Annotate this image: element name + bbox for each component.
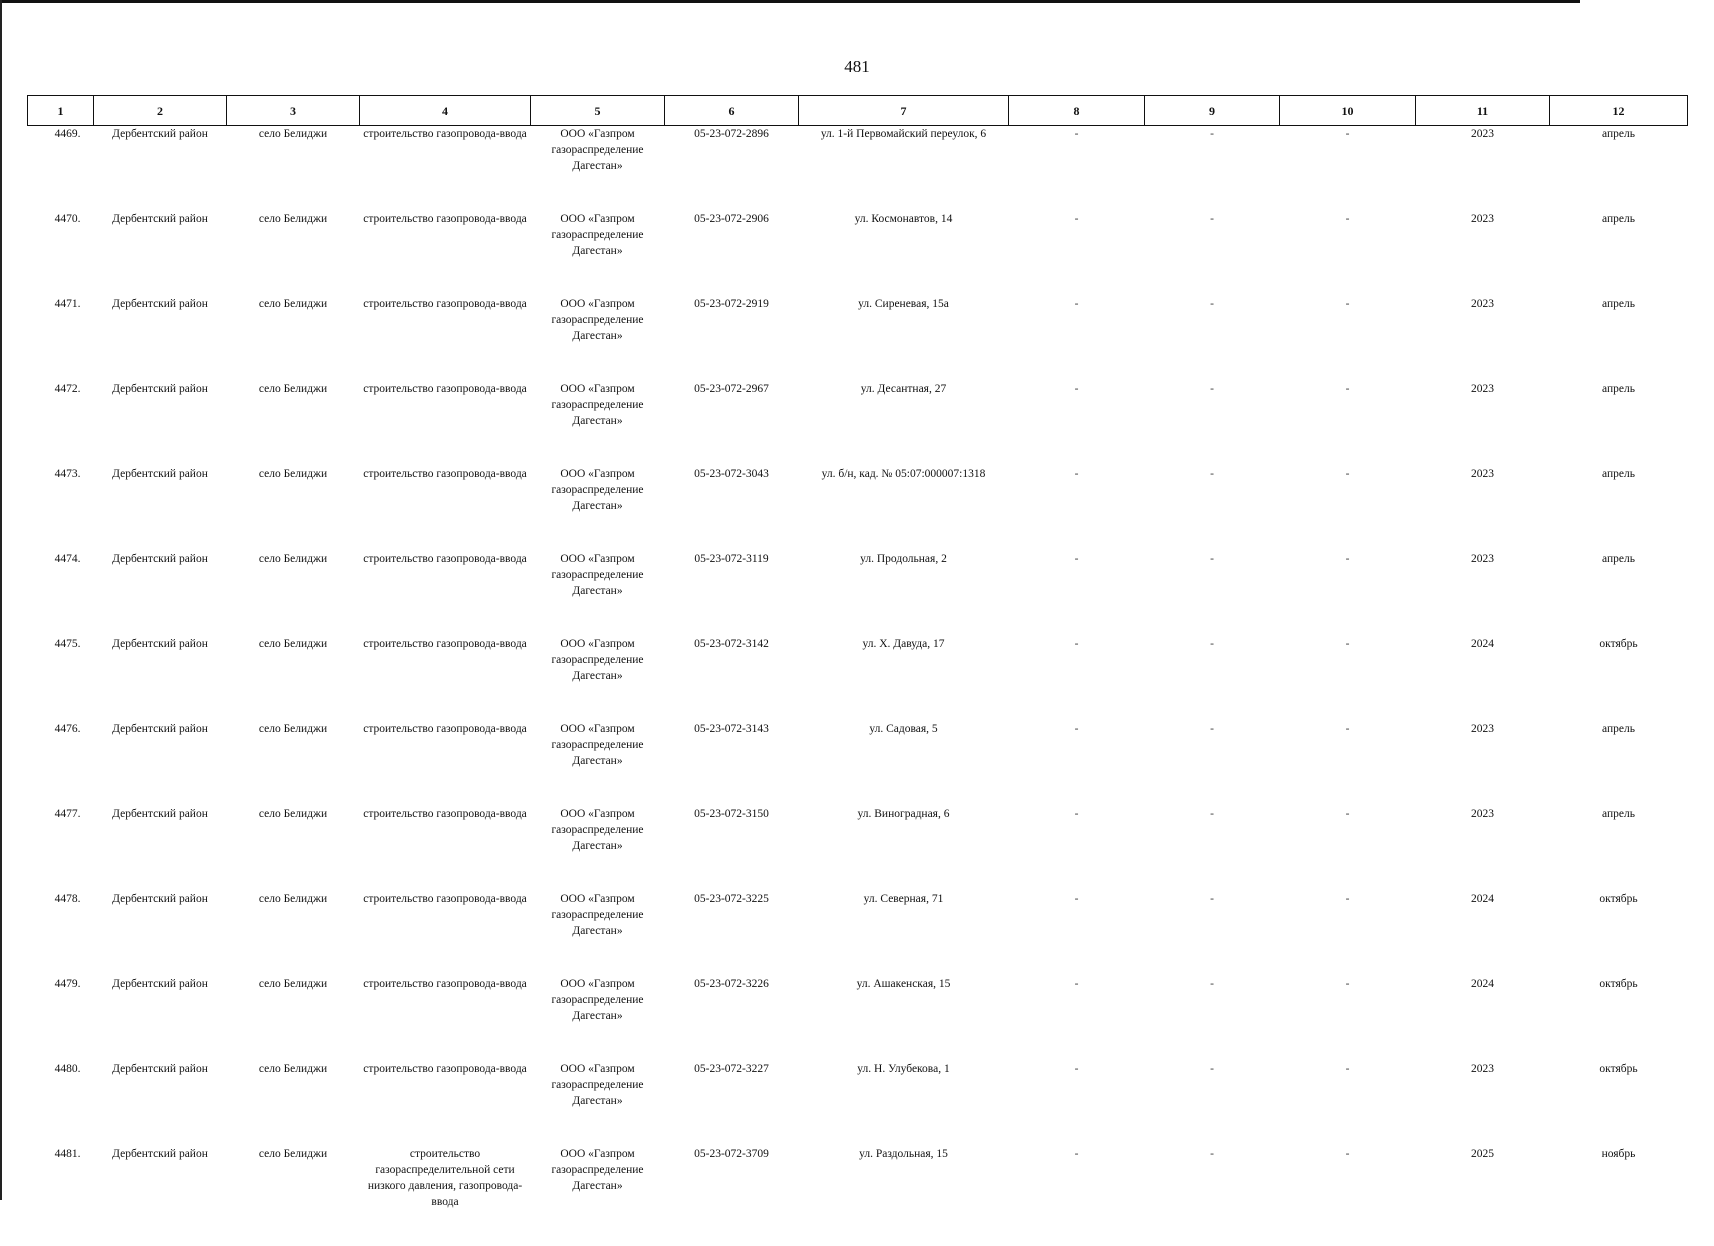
address-cell: ул. Северная, 71 [799,885,1009,970]
district-cell: Дербентский район [94,290,227,375]
column-9-cell: - [1145,126,1280,206]
left-border-line [0,0,2,1200]
address-cell: ул. Н. Улубекова, 1 [799,1055,1009,1140]
column-header: 5 [531,96,665,126]
column-10-cell: - [1280,885,1416,970]
column-9-cell: - [1145,800,1280,885]
column-8-cell: - [1009,630,1145,715]
month-cell: октябрь [1550,1055,1688,1140]
column-10-cell: - [1280,290,1416,375]
table-row [28,290,1688,375]
year-cell: 2024 [1416,970,1550,1055]
row-number: 4470. [28,205,94,290]
work-cell: строительство газопровода-ввода [360,715,531,800]
column-10-cell: - [1280,126,1416,206]
village-cell: село Белиджи [227,800,360,885]
year-cell: 2025 [1416,1140,1550,1246]
column-header: 7 [799,96,1009,126]
work-cell: строительство газопровода-ввода [360,545,531,630]
organization-cell: ООО «Газпром газораспределение Дагестан» [531,1055,665,1140]
address-cell: ул. Виноградная, 6 [799,800,1009,885]
column-8-cell: - [1009,126,1145,206]
table-row [28,885,1688,970]
column-10-cell: - [1280,630,1416,715]
column-10-cell: - [1280,375,1416,460]
code-cell: 05-23-072-3227 [665,1055,799,1140]
work-cell: строительство газопровода-ввода [360,970,531,1055]
village-cell: село Белиджи [227,545,360,630]
organization-cell: ООО «Газпром газораспределение Дагестан» [531,885,665,970]
village-cell: село Белиджи [227,885,360,970]
column-8-cell: - [1009,800,1145,885]
code-cell: 05-23-072-2967 [665,375,799,460]
work-cell: строительство газопровода-ввода [360,800,531,885]
organization-cell: ООО «Газпром газораспределение Дагестан» [531,715,665,800]
address-cell: ул. Сиреневая, 15а [799,290,1009,375]
district-cell: Дербентский район [94,126,227,206]
column-9-cell: - [1145,885,1280,970]
organization-cell: ООО «Газпром газораспределение Дагестан» [531,545,665,630]
organization-cell: ООО «Газпром газораспределение Дагестан» [531,1140,665,1246]
column-8-cell: - [1009,460,1145,545]
table-row [28,715,1688,800]
column-9-cell: - [1145,290,1280,375]
row-number: 4469. [28,126,94,206]
column-header: 10 [1280,96,1416,126]
column-8-cell: - [1009,1140,1145,1246]
month-cell: апрель [1550,800,1688,885]
table-row [28,630,1688,715]
code-cell: 05-23-072-3226 [665,970,799,1055]
column-8-cell: - [1009,970,1145,1055]
column-10-cell: - [1280,715,1416,800]
district-cell: Дербентский район [94,715,227,800]
year-cell: 2023 [1416,205,1550,290]
address-cell: ул. Раздольная, 15 [799,1140,1009,1246]
column-8-cell: - [1009,290,1145,375]
column-10-cell: - [1280,800,1416,885]
column-8-cell: - [1009,885,1145,970]
year-cell: 2023 [1416,715,1550,800]
code-cell: 05-23-072-2919 [665,290,799,375]
district-cell: Дербентский район [94,1140,227,1246]
year-cell: 2024 [1416,885,1550,970]
column-header: 3 [227,96,360,126]
code-cell: 05-23-072-2906 [665,205,799,290]
village-cell: село Белиджи [227,460,360,545]
district-cell: Дербентский район [94,205,227,290]
column-number-header-row [28,96,1688,126]
work-cell: строительство газопровода-ввода [360,375,531,460]
code-cell: 05-23-072-3225 [665,885,799,970]
column-header: 11 [1416,96,1550,126]
column-10-cell: - [1280,205,1416,290]
district-cell: Дербентский район [94,1055,227,1140]
column-9-cell: - [1145,970,1280,1055]
column-8-cell: - [1009,545,1145,630]
column-8-cell: - [1009,1055,1145,1140]
work-cell: строительство газопровода-ввода [360,630,531,715]
address-cell: ул. б/н, кад. № 05:07:000007:1318 [799,460,1009,545]
code-cell: 05-23-072-3119 [665,545,799,630]
year-cell: 2023 [1416,375,1550,460]
table-row [28,800,1688,885]
row-number: 4480. [28,1055,94,1140]
table-body [28,126,1688,1246]
row-number: 4478. [28,885,94,970]
year-cell: 2023 [1416,1055,1550,1140]
village-cell: село Белиджи [227,126,360,206]
month-cell: апрель [1550,715,1688,800]
code-cell: 05-23-072-3143 [665,715,799,800]
village-cell: село Белиджи [227,715,360,800]
month-cell: апрель [1550,545,1688,630]
year-cell: 2023 [1416,460,1550,545]
table-row [28,375,1688,460]
year-cell: 2023 [1416,290,1550,375]
table-row [28,205,1688,290]
work-cell: строительство газопровода-ввода [360,126,531,206]
column-header: 9 [1145,96,1280,126]
row-number: 4476. [28,715,94,800]
month-cell: апрель [1550,375,1688,460]
column-header: 8 [1009,96,1145,126]
row-number: 4481. [28,1140,94,1246]
village-cell: село Белиджи [227,1055,360,1140]
village-cell: село Белиджи [227,205,360,290]
year-cell: 2023 [1416,800,1550,885]
table-row [28,1140,1688,1246]
table-row [28,970,1688,1055]
column-10-cell: - [1280,1055,1416,1140]
column-8-cell: - [1009,205,1145,290]
work-cell: строительство газораспределительной сети низкого давления, газопровода-ввода [360,1140,531,1246]
year-cell: 2024 [1416,630,1550,715]
work-cell: строительство газопровода-ввода [360,885,531,970]
month-cell: апрель [1550,205,1688,290]
month-cell: апрель [1550,290,1688,375]
address-cell: ул. 1-й Первомайский переулок, 6 [799,126,1009,206]
organization-cell: ООО «Газпром газораспределение Дагестан» [531,800,665,885]
district-cell: Дербентский район [94,800,227,885]
organization-cell: ООО «Газпром газораспределение Дагестан» [531,126,665,206]
month-cell: апрель [1550,460,1688,545]
column-header: 4 [360,96,531,126]
table-row [28,545,1688,630]
top-border-line [0,0,1580,3]
village-cell: село Белиджи [227,630,360,715]
month-cell: апрель [1550,126,1688,206]
year-cell: 2023 [1416,126,1550,206]
year-cell: 2023 [1416,545,1550,630]
code-cell: 05-23-072-3150 [665,800,799,885]
work-cell: строительство газопровода-ввода [360,205,531,290]
column-9-cell: - [1145,630,1280,715]
address-cell: ул. Ашакенская, 15 [799,970,1009,1055]
address-cell: ул. Космонавтов, 14 [799,205,1009,290]
organization-cell: ООО «Газпром газораспределение Дагестан» [531,970,665,1055]
column-10-cell: - [1280,1140,1416,1246]
district-cell: Дербентский район [94,630,227,715]
work-cell: строительство газопровода-ввода [360,290,531,375]
district-cell: Дербентский район [94,545,227,630]
work-cell: строительство газопровода-ввода [360,460,531,545]
row-number: 4472. [28,375,94,460]
row-number: 4479. [28,970,94,1055]
column-9-cell: - [1145,1140,1280,1246]
column-header: 1 [28,96,94,126]
column-header: 6 [665,96,799,126]
column-9-cell: - [1145,1055,1280,1140]
row-number: 4473. [28,460,94,545]
work-cell: строительство газопровода-ввода [360,1055,531,1140]
gasification-registry-table [27,95,1688,1246]
district-cell: Дербентский район [94,970,227,1055]
organization-cell: ООО «Газпром газораспределение Дагестан» [531,290,665,375]
page-number: 481 [0,57,1714,77]
month-cell: ноябрь [1550,1140,1688,1246]
table-row [28,126,1688,206]
village-cell: село Белиджи [227,290,360,375]
column-9-cell: - [1145,205,1280,290]
row-number: 4474. [28,545,94,630]
column-9-cell: - [1145,375,1280,460]
row-number: 4471. [28,290,94,375]
district-cell: Дербентский район [94,375,227,460]
code-cell: 05-23-072-3142 [665,630,799,715]
district-cell: Дербентский район [94,460,227,545]
table-row [28,1055,1688,1140]
organization-cell: ООО «Газпром газораспределение Дагестан» [531,630,665,715]
month-cell: октябрь [1550,630,1688,715]
district-cell: Дербентский район [94,885,227,970]
row-number: 4477. [28,800,94,885]
month-cell: октябрь [1550,970,1688,1055]
column-10-cell: - [1280,545,1416,630]
code-cell: 05-23-072-2896 [665,126,799,206]
code-cell: 05-23-072-3709 [665,1140,799,1246]
address-cell: ул. Садовая, 5 [799,715,1009,800]
organization-cell: ООО «Газпром газораспределение Дагестан» [531,460,665,545]
organization-cell: ООО «Газпром газораспределение Дагестан» [531,205,665,290]
column-9-cell: - [1145,460,1280,545]
row-number: 4475. [28,630,94,715]
column-header: 12 [1550,96,1688,126]
address-cell: ул. Х. Давуда, 17 [799,630,1009,715]
column-9-cell: - [1145,715,1280,800]
village-cell: село Белиджи [227,1140,360,1246]
organization-cell: ООО «Газпром газораспределение Дагестан» [531,375,665,460]
column-8-cell: - [1009,715,1145,800]
column-header: 2 [94,96,227,126]
column-10-cell: - [1280,970,1416,1055]
code-cell: 05-23-072-3043 [665,460,799,545]
address-cell: ул. Десантная, 27 [799,375,1009,460]
village-cell: село Белиджи [227,375,360,460]
column-9-cell: - [1145,545,1280,630]
column-10-cell: - [1280,460,1416,545]
address-cell: ул. Продольная, 2 [799,545,1009,630]
month-cell: октябрь [1550,885,1688,970]
village-cell: село Белиджи [227,970,360,1055]
table-row [28,460,1688,545]
column-8-cell: - [1009,375,1145,460]
